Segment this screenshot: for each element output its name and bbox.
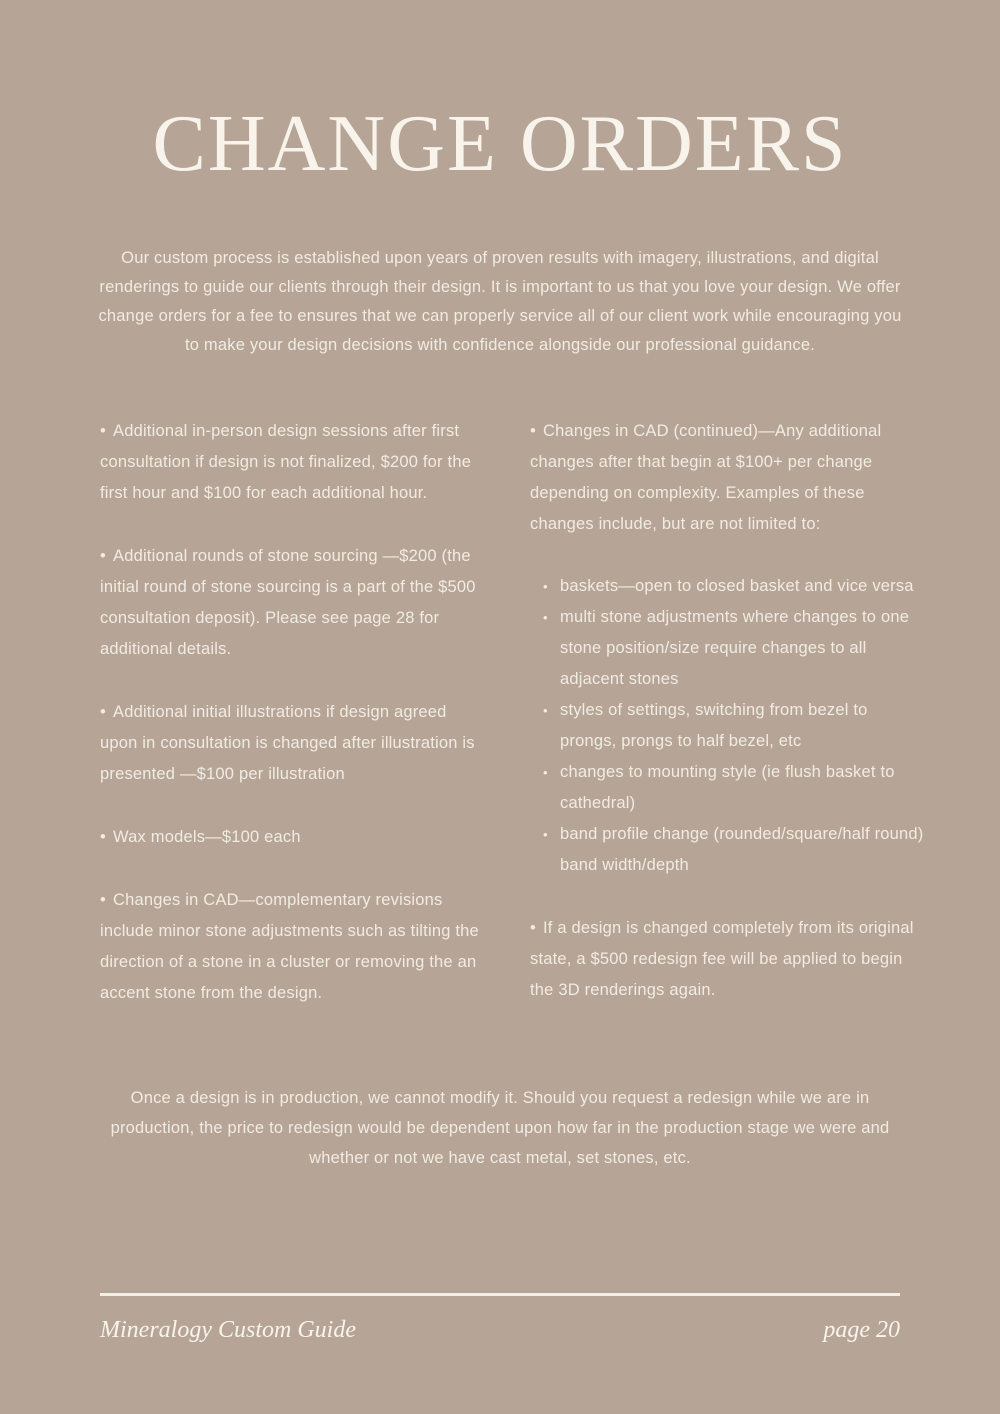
- bullet-item: [100, 885, 484, 1009]
- sub-bullet-text: band profile change (rounded/square/half round) band width/depth: [560, 825, 924, 874]
- bullet-text: Additional in-person design sessions after first consultation if design is not finalized, $200 for the first hour and $100 for each additional hour.: [100, 422, 472, 502]
- bullet-icon: •: [100, 891, 106, 909]
- left-column: [100, 416, 484, 1009]
- sub-bullet-item: [530, 819, 928, 881]
- bullet-icon: •: [100, 828, 106, 846]
- sub-bullet-text: styles of settings, switching from bezel to prongs, prongs to half bezel, etc: [560, 701, 868, 750]
- bullet-text: Additional rounds of stone sourcing —$200 (the initial round of stone sourcing is a part of the $500 consultation deposit). Please see page 28 for additional details.: [100, 547, 476, 658]
- sub-bullet-text: changes to mounting style (ie flush basket to cathedral): [560, 763, 895, 812]
- bullet-text: Additional initial illustrations if design agreed upon in consultation is changed after illustration is presented —$100 per illustration: [100, 703, 475, 783]
- sub-bullet-text: baskets—open to closed basket and vice versa: [560, 577, 914, 595]
- outro-paragraph: Once a design is in production, we cannot modify it. Should you request a redesign while we are in production, the price to redesign would be dependent upon how far in the production stage we were and whether or not we have cast metal, set stones, etc.: [110, 1089, 890, 1167]
- right-column: [530, 416, 928, 1009]
- footer-brand: Mineralogy Custom Guide: [100, 1317, 356, 1343]
- bullet-text: Changes in CAD (continued)—Any additional changes after that begin at $100+ per change depending on complexity. Examples of these changes include, but are not limited to:: [530, 422, 882, 533]
- bullet-icon: •: [543, 610, 548, 625]
- page-title: CHANGE ORDERS: [152, 100, 848, 188]
- sub-bullet-list: [530, 571, 928, 881]
- footer-row: [100, 1317, 900, 1344]
- bullet-icon: •: [100, 703, 106, 721]
- bullet-item: [530, 913, 928, 1006]
- bullet-text: Wax models—$100 each: [112, 828, 301, 846]
- bullet-icon: •: [530, 919, 536, 937]
- sub-bullet-item: [530, 757, 928, 819]
- two-column-body: [100, 416, 928, 1009]
- sub-bullet-item: [530, 602, 928, 695]
- bullet-text: If a design is changed completely from its original state, a $500 redesign fee will be applied to begin the 3D renderings again.: [530, 919, 914, 999]
- bullet-icon: •: [100, 547, 106, 565]
- sub-bullet-item: [530, 695, 928, 757]
- bullet-icon: •: [543, 579, 548, 594]
- bullet-item: [100, 822, 484, 853]
- bullet-text: Changes in CAD—complementary revisions include minor stone adjustments such as tilting the direction of a stone in a cluster or removing the an accent stone from the design.: [100, 891, 479, 1002]
- bullet-item: [100, 416, 484, 509]
- sub-bullet-text: multi stone adjustments where changes to one stone position/size require changes to all adjacent stones: [560, 608, 910, 688]
- intro-paragraph: Our custom process is established upon years of proven results with imagery, illustrations, and digital renderings to guide our clients through their design. It is important to us that you love your design. We offer change orders for a fee to ensures that we can properly service all of our client work while encouraging you to make your design decisions with confidence alongside our professional guidance.: [98, 249, 902, 354]
- footer-divider: [100, 1293, 900, 1296]
- bullet-icon: •: [543, 703, 548, 718]
- bullet-item: [100, 697, 484, 790]
- bullet-item: [530, 416, 928, 540]
- bullet-icon: •: [543, 765, 548, 780]
- bullet-icon: •: [543, 827, 548, 842]
- sub-bullet-item: [530, 571, 928, 602]
- footer-page-number: page 20: [823, 1317, 900, 1343]
- bullet-item: [100, 541, 484, 665]
- bullet-icon: •: [530, 422, 536, 440]
- bullet-icon: •: [100, 422, 106, 440]
- page-footer: [100, 1293, 900, 1344]
